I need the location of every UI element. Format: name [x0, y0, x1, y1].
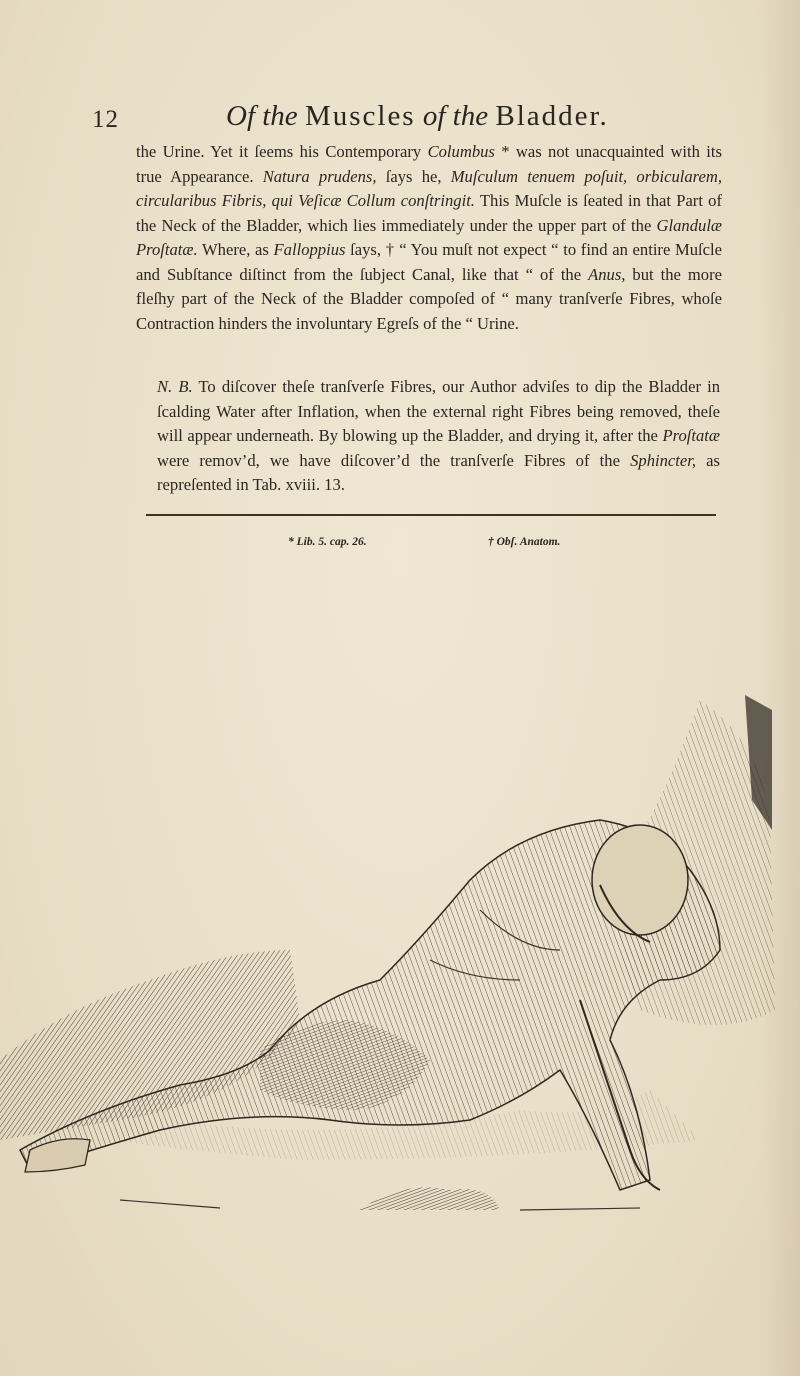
engraving-plate	[0, 680, 800, 1240]
text-run: Where, as	[197, 240, 274, 259]
text-run-italic: Columbus	[427, 142, 495, 161]
nb-label: N. B.	[157, 377, 193, 396]
text-run: This Muſcle is ſeated in that Part of the Neck of the Bladder, which lies immediately under the upper part of the	[136, 191, 722, 235]
text-run: ſays, † “ You muſt not expect “ to find an entire Muſcle and Subſtance diſtinct from the ſubject Canal, like that “ of the	[136, 240, 722, 284]
text-run-italic: Proſtatæ	[662, 426, 720, 445]
text-run: the Urine. Yet it ſeems his Contemporary	[136, 142, 428, 161]
title-part4: Bladder.	[495, 100, 609, 132]
running-title	[226, 100, 609, 133]
footnote-rule	[146, 514, 716, 516]
text-run: To diſcover theſe tranſverſe Fibres, our Author adviſes to dip the Bladder in ſcalding Water after Inflation, when the external right Fibres being removed, theſe will appear underneath. By blowing up the Bladder, and drying it, after the	[157, 377, 720, 445]
text-run: * was not unacquainted with its true Appearance.	[136, 142, 722, 186]
text-run-italic: Glandulæ Proſtatæ.	[136, 215, 722, 259]
text-run-italic: Falloppius	[273, 240, 346, 259]
footnote-2: † Obſ. Anatom.	[488, 536, 561, 548]
text-run: as repreſented in Tab. xviii. 13.	[157, 450, 720, 494]
title-part3: of the	[422, 100, 489, 132]
text-run: but the more fleſhy part of the Neck of the Bladder compoſed of “ many tranſverſe Fibres, whoſe Contraction hinders the involuntary Egreſs of the “ Urine.	[136, 264, 722, 333]
title-part2: Muscles	[304, 100, 416, 132]
page-number: 12	[92, 106, 119, 133]
nota-bene-paragraph	[157, 375, 720, 498]
text-run: ſays he,	[376, 166, 451, 186]
text-run-italic: Sphincter,	[630, 450, 696, 470]
title-part1: Of the	[226, 100, 298, 132]
text-run: were remov’d, we have diſcover’d the tranſverſe Fibres of the	[157, 450, 631, 470]
text-run-italic: Muſculum tenuem poſuit, orbicularem, circularibus Fibris, qui Veſicæ Collum conſtringit.	[136, 166, 722, 210]
text-run-italic: Natura prudens,	[262, 166, 377, 186]
running-header	[0, 100, 800, 140]
text-run-italic: Anus,	[588, 264, 626, 284]
footnote-1: * Lib. 5. cap. 26.	[288, 536, 367, 548]
main-paragraph	[136, 140, 722, 336]
